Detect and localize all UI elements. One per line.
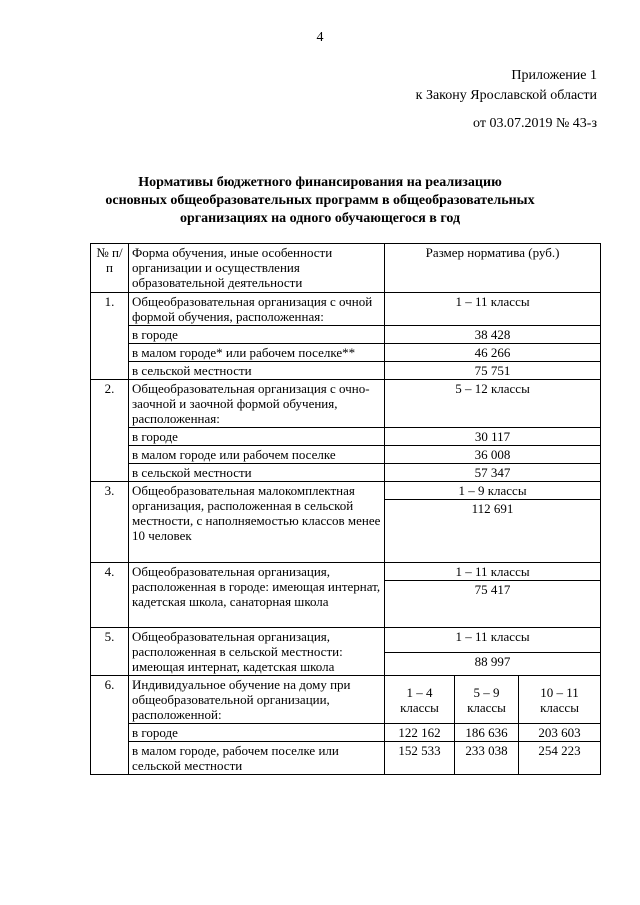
- row-value: 88 997: [385, 653, 601, 676]
- norms-table: [90, 243, 601, 775]
- table-row: [91, 380, 601, 428]
- subrow-value: 57 347: [385, 464, 601, 482]
- subrow-label: в малом городе* или рабочем поселке**: [129, 344, 385, 362]
- col-header-1-4: 1 – 4 классы: [385, 676, 455, 724]
- row-value: 75 417: [385, 581, 601, 628]
- table-subrow: [91, 326, 601, 344]
- subrow-label: в малом городе, рабочем поселке или сельской местности: [129, 742, 385, 775]
- row-number: 2.: [91, 380, 129, 482]
- row-number: 1.: [91, 293, 129, 380]
- table-row: [91, 676, 601, 724]
- subrow-label: в сельской местности: [129, 464, 385, 482]
- header-size: Размер норматива (руб.): [385, 244, 601, 293]
- table-row: [91, 293, 601, 326]
- row-text: Общеобразовательная организация, расположенная в городе: имеющая интернат, кадетская школа, санаторная школа: [129, 563, 385, 628]
- subrow-label: в малом городе или рабочем поселке: [129, 446, 385, 464]
- row-number: 3.: [91, 482, 129, 563]
- row-classes: 1 – 9 классы: [385, 482, 601, 500]
- row-value: 112 691: [385, 500, 601, 563]
- subrow-value: 254 223: [519, 742, 601, 775]
- table-row: [91, 482, 601, 500]
- col-header-10-11: 10 – 11 классы: [519, 676, 601, 724]
- subrow-value: 233 038: [455, 742, 519, 775]
- subrow-value: 46 266: [385, 344, 601, 362]
- subrow-value: 186 636: [455, 724, 519, 742]
- table-row: [91, 563, 601, 581]
- subrow-value: 30 117: [385, 428, 601, 446]
- title-line-3: организациях на одного обучающегося в год: [179, 211, 461, 226]
- subrow-label: в городе: [129, 724, 385, 742]
- row-classes: 1 – 11 классы: [385, 628, 601, 653]
- subrow-value: 38 428: [385, 326, 601, 344]
- table-subrow: [91, 362, 601, 380]
- title-line-1: Нормативы бюджетного финансирования на реализацию: [138, 175, 502, 190]
- table-subrow: [91, 344, 601, 362]
- table-subrow: [91, 464, 601, 482]
- appendix-line-1: Приложение 1: [511, 68, 597, 83]
- document-title: [0, 174, 640, 228]
- appendix-line-3: от 03.07.2019 № 43-з: [473, 116, 597, 131]
- row-number: 4.: [91, 563, 129, 628]
- row-classes: 1 – 11 классы: [385, 293, 601, 326]
- row-number: 6.: [91, 676, 129, 775]
- row-text: Общеобразовательная малокомплектная организация, расположенная в сельской местности, с наполняемостью классов менее 10 человек: [129, 482, 385, 563]
- subrow-value: 75 751: [385, 362, 601, 380]
- row-text: Общеобразовательная организация с очно-заочной и заочной формой обучения, расположенная:: [129, 380, 385, 428]
- table-subrow: [91, 428, 601, 446]
- appendix-block: [416, 66, 597, 134]
- subrow-value: 203 603: [519, 724, 601, 742]
- table-row: [91, 628, 601, 653]
- subrow-label: в городе: [129, 326, 385, 344]
- table-subrow: [91, 742, 601, 775]
- header-num: № п/п: [91, 244, 129, 293]
- subrow-label: в городе: [129, 428, 385, 446]
- row-text: Индивидуальное обучение на дому при общеобразовательной организации, расположенной:: [129, 676, 385, 724]
- row-classes: 1 – 11 классы: [385, 563, 601, 581]
- subrow-value: 152 533: [385, 742, 455, 775]
- page-number: 4: [316, 30, 324, 45]
- subrow-label: в сельской местности: [129, 362, 385, 380]
- col-header-5-9: 5 – 9 классы: [455, 676, 519, 724]
- appendix-line-2: к Закону Ярославской области: [415, 88, 597, 103]
- table-header-row: [91, 244, 601, 293]
- subrow-value: 122 162: [385, 724, 455, 742]
- title-line-2: основных общеобразовательных программ в общеобразовательных: [105, 193, 535, 208]
- row-number: 5.: [91, 628, 129, 676]
- row-text: Общеобразовательная организация, расположенная в сельской местности: имеющая интернат, кадетская школа: [129, 628, 385, 676]
- table-subrow: [91, 724, 601, 742]
- row-text: Общеобразовательная организация с очной формой обучения, расположенная:: [129, 293, 385, 326]
- row-classes: 5 – 12 классы: [385, 380, 601, 428]
- subrow-value: 36 008: [385, 446, 601, 464]
- header-form: Форма обучения, иные особенности организации и осуществления образовательной деятельности: [129, 244, 385, 293]
- table-subrow: [91, 446, 601, 464]
